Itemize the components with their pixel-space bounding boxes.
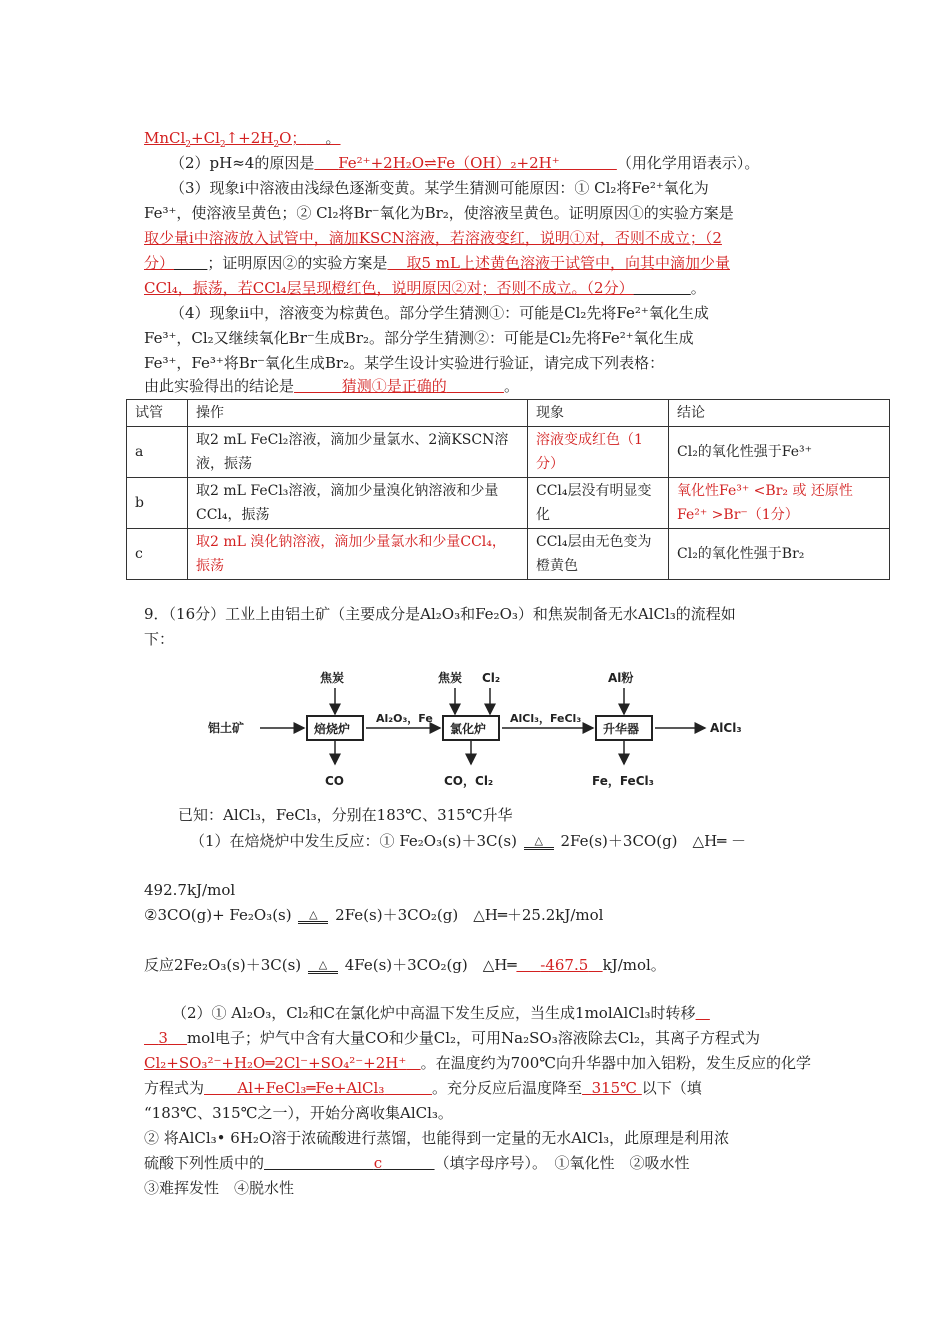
flow-arrow2-label: AlCl₃，FeCl₃ (510, 712, 582, 725)
row-tube: b (127, 478, 188, 529)
flow-bot3-label: Fe，FeCl₃ (592, 774, 654, 788)
row-conclusion: Cl₂的氧化性强于Br₂ (669, 529, 890, 580)
row-phenomenon: CCl₄层由无色变为橙黄色 (528, 529, 669, 580)
flow-box3-label: 升华器 (603, 722, 640, 736)
row-operation: 取2 mL FeCl₂溶液，滴加少量氯水、2滴KSCN溶液，振荡 (188, 427, 528, 478)
header-tube: 试管 (127, 400, 188, 427)
flow-top1-label: 焦炭 (320, 671, 345, 685)
p2-line2: 3 mol电子；炉气中含有大量CO和少量Cl₂，可用Na₂SO₃溶液除去Cl₂，其离子方程式为 (158, 1029, 761, 1047)
flow-input-label: 铝土矿 (208, 721, 245, 735)
p2-line8: ③难挥发性 ④脱水性 (144, 1179, 295, 1197)
experiment-table (126, 399, 890, 580)
flow-bot2-label: CO，Cl₂ (444, 774, 494, 788)
table-header-row (127, 400, 890, 427)
table-row (127, 529, 890, 580)
flow-arrow1-label: Al₂O₃，Fe (376, 712, 433, 725)
flow-output-label: AlCl₃ (710, 721, 742, 735)
p2-answer-c: c (373, 1154, 383, 1172)
p2-line1: （2）① Al₂O₃，Cl₂和C在氯化炉中高温下发生反应，当生成1molAlCl₃时转移 (172, 1004, 696, 1022)
flow-box1-label: 焙烧炉 (314, 722, 351, 736)
p2-line6: ② 将AlCl₃• 6H₂O溶于浓硫酸进行蒸馏，也能得到一定量的无水AlCl₃，此原理是利用浓 (144, 1129, 730, 1147)
p2-line5: “183℃、315℃之一），开始分离收集AlCl₃。 (144, 1104, 453, 1122)
header-operation: 操作 (188, 400, 528, 427)
table-row (127, 478, 890, 529)
flow-top3-label: Al粉 (608, 671, 634, 685)
table-row (127, 427, 890, 478)
flow-box2-label: 氯化炉 (450, 722, 487, 736)
row-tube: c (127, 529, 188, 580)
row-phenomenon: 溶液变成红色（1分） (528, 427, 669, 478)
p1-reaction2: ②3CO(g)+ Fe₂O₃(s) △ 2Fe(s)＋3CO₂(g) △H═＋25.2kJ/mol (144, 906, 604, 924)
q4-conclusion: 由此实验得出的结论是 猜测①是正确的 。 (144, 377, 519, 395)
p2-line3: Cl₂+SO₃²⁻+H₂O═2Cl⁻+SO₄²⁻+2H⁺ 。在温度约为700℃向升华器中加入铝粉，发生反应的化学 (144, 1054, 812, 1072)
header-conclusion: 结论 (669, 400, 890, 427)
p1-reaction3: 反应2Fe₂O₃(s)＋3C(s) △ 4Fe(s)＋3CO₂(g) △H═ -467.5 kJ/mol。 (144, 956, 666, 974)
row-phenomenon: CCl₄层没有明显变化 (528, 478, 669, 529)
row-operation: 取2 mL FeCl₃溶液，滴加少量溴化钠溶液和少量CCl₄，振荡 (188, 478, 528, 529)
flow-top2a-label: 焦炭 (438, 671, 463, 685)
q4-line2: Fe³⁺，Cl₂又继续氧化Br⁻生成Br₂。部分学生猜测②：可能是Cl₂先将Fe²⁺氧化生成 (144, 329, 694, 347)
row-conclusion: Cl₂的氧化性强于Fe³⁺ (669, 427, 890, 478)
p1-reaction1: （1）在焙烧炉中发生反应：① Fe₂O₃(s)＋3C(s) △ 2Fe(s)＋3CO(g) △H═ － (190, 832, 746, 850)
row-operation: 取2 mL 溴化钠溶液，滴加少量氯水和少量CCl₄，振荡 (188, 529, 528, 580)
q3-line4: 分） ；证明原因②的实验方案是 取5 mL上述黄色溶液于试管中，向其中滴加少量 (144, 254, 730, 272)
row-conclusion: 氧化性Fe³⁺ <Br₂ 或 还原性Fe²⁺ >Br⁻（1分） (669, 478, 890, 529)
header-phenomenon: 现象 (528, 400, 669, 427)
q2-answer: Fe²⁺+2H₂O⇌Fe（OH）₂+2H⁺ (338, 154, 560, 172)
p1-answer: -467.5 (540, 956, 589, 974)
q3-answer1: 取少量ⅰ中溶液放入试管中，滴加KSCN溶液，若溶液变红，说明①对，否则不成立；（2 (144, 229, 722, 247)
q3-line5: CCl₄，振荡，若CCl₄层呈现橙红色，说明原因②对；否则不成立。（2分） 。 (144, 279, 706, 297)
flow-top2b-label: Cl₂ (482, 671, 501, 685)
q2-line: （2）pH≈4的原因是 Fe²⁺+2H₂O⇌Fe（OH）₂+2H⁺ （用化学用语表示）。 (170, 154, 760, 172)
flow-bot1-label: CO (325, 774, 345, 788)
q3-line2: Fe³⁺，使溶液呈黄色；② Cl₂将Br⁻氧化为Br₂，使溶液呈黄色。证明原因①的实验方案是 (144, 204, 734, 222)
p1-value: 492.7kJ/mol (144, 881, 236, 899)
q9-line2: 下： (144, 630, 175, 648)
p2-line7: 硫酸下列性质中的 c （填字母序号）。 ①氧化性 ②吸水性 (144, 1154, 690, 1172)
flow-diagram (200, 660, 760, 795)
q1-tail-answer: $MnCl_2+Cl_2↑+2H_2O$； 。 (144, 129, 341, 150)
row-tube: a (127, 427, 188, 478)
known-line: 已知：AlCl₃，FeCl₃，分别在183℃、315℃升华 (178, 806, 513, 824)
p2-line4: 方程式为 Al+FeCl₃═Fe+AlCl₃ 。充分反应后温度降至 315℃ 以下（填 (144, 1079, 702, 1097)
q4-line3: Fe³⁺，Fe³⁺将Br⁻氧化生成Br₂。某学生设计实验进行验证，请完成下列表格： (144, 354, 665, 372)
q3-line1: （3）现象ⅰ中溶液由浅绿色逐渐变黄。某学生猜测可能原因：① Cl₂将Fe²⁺氧化为 (170, 179, 709, 197)
q9-line1: 9．（16分）工业上由铝土矿（主要成分是Al₂O₃和Fe₂O₃）和焦炭制备无水AlCl₃的流程如 (144, 605, 736, 623)
q4-line1: （4）现象ⅱ中，溶液变为棕黄色。部分学生猜测①：可能是Cl₂先将Fe²⁺氧化生成 (170, 304, 709, 322)
